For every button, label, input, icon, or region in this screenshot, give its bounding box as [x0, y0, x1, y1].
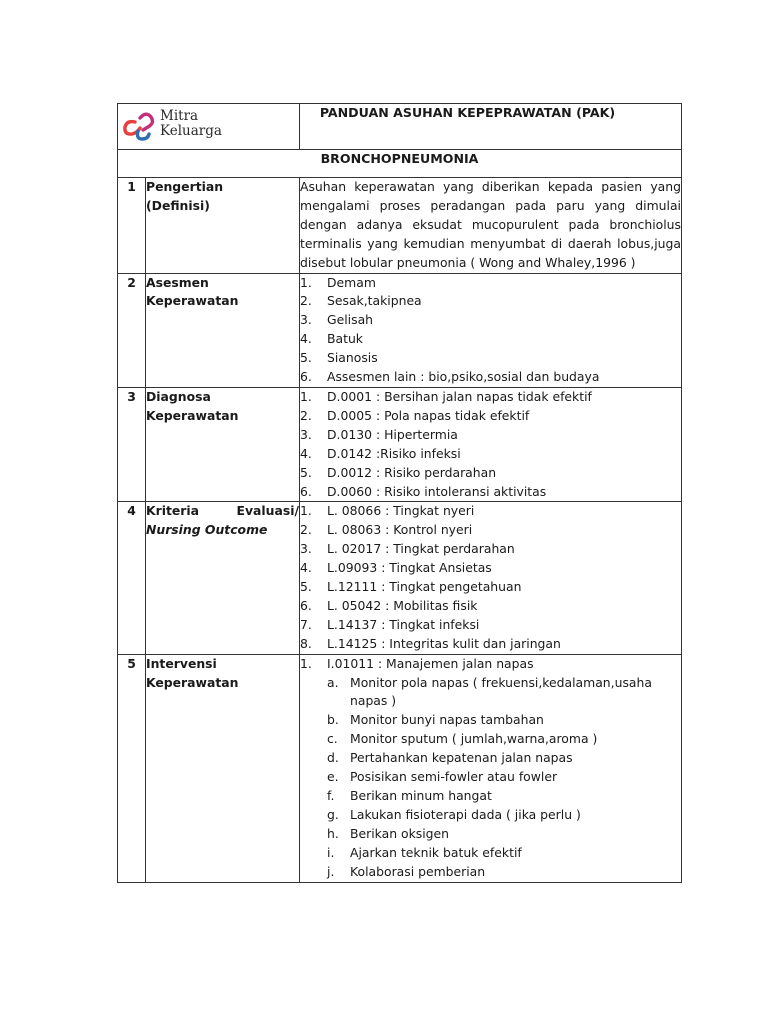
topic-row: [118, 150, 682, 178]
logo-line-1: Mitra: [160, 108, 199, 124]
section-content: [300, 502, 682, 654]
list-item: [300, 655, 681, 882]
section-label-line: (Definisi): [146, 197, 210, 213]
list-item-number: 1.: [300, 655, 312, 671]
list-item: [300, 388, 681, 407]
section-row-outcome: [118, 502, 682, 654]
section-label-line: Keperawatan: [146, 293, 239, 309]
list-item-text: L.14125 : Integritas kulit dan jaringan: [327, 635, 561, 651]
list-item-text: D.0005 : Pola napas tidak efektif: [327, 407, 530, 423]
sub-list-item: [327, 711, 681, 730]
section-content: [300, 273, 682, 387]
list-item: [300, 349, 681, 368]
list-item: [300, 274, 681, 293]
list-item-text: Assesmen lain : bio,psiko,sosial dan budaya: [327, 369, 600, 385]
list-item-number: 3.: [300, 541, 312, 557]
list-item-text: D.0142 :Risiko infeksi: [327, 445, 461, 461]
list-item-text: L. 05042 : Mobilitas fisik: [327, 597, 478, 613]
list-item: [300, 426, 681, 445]
list-item: [300, 311, 681, 330]
section-number: 5: [118, 654, 146, 882]
list-item: [300, 540, 681, 559]
list-item-number: 2.: [300, 293, 312, 309]
list-item-text: Posisikan semi-fowler atau fowler: [350, 769, 558, 785]
list-item-text: L. 08063 : Kontrol nyeri: [327, 522, 473, 538]
list-item-text: Sianosis: [327, 350, 378, 366]
list-item-number: j.: [327, 863, 335, 879]
list-item-text: L.12111 : Tingkat pengetahuan: [327, 579, 522, 595]
list-item-number: 8.: [300, 635, 312, 651]
section-label: [146, 502, 300, 654]
section-label-line: Keperawatan: [146, 407, 239, 423]
section-number: 2: [118, 273, 146, 387]
list-item-number: 4.: [300, 445, 312, 461]
list-item: [300, 483, 681, 502]
logo-cell: [118, 104, 300, 150]
sub-list-item: [327, 806, 681, 825]
list-item: [300, 502, 681, 521]
list-item-number: 4.: [300, 331, 312, 347]
section-row-diagnosis: [118, 387, 682, 501]
list-item-number: h.: [327, 825, 339, 841]
list-item-number: 2.: [300, 522, 312, 538]
list-item-text: Lakukan fisioterapi dada ( jika perlu ): [350, 806, 581, 822]
list-item: [300, 330, 681, 349]
section-label-line: [146, 502, 299, 521]
section-label-word: Kriteria: [146, 503, 200, 519]
list-item-number: e.: [327, 769, 339, 785]
list-item-number: 1.: [300, 503, 312, 519]
list-item-text: Kolaborasi pemberian: [350, 863, 486, 879]
list-item: [300, 597, 681, 616]
section-label-line: Nursing Outcome: [146, 522, 268, 538]
sub-list-item: [327, 844, 681, 863]
list-item-number: 3.: [300, 426, 312, 442]
list-item-text: D.0130 : Hipertermia: [327, 426, 458, 442]
list-item-number: f.: [327, 788, 335, 803]
topic-title: BRONCHOPNEUMONIA: [118, 150, 682, 178]
list-item-text: D.0001 : Bersihan jalan napas tidak efektif: [327, 388, 592, 404]
section-label-word: Evaluasi/: [236, 503, 299, 519]
list-item-text: Berikan minum hangat: [350, 788, 492, 803]
list-item-text: L.14137 : Tingkat infeksi: [327, 616, 480, 632]
list-item-text: L. 02017 : Tingkat perdarahan: [327, 541, 515, 557]
numbered-list: [300, 388, 681, 501]
list-item: [300, 578, 681, 597]
sub-list-item: [327, 787, 681, 806]
section-content: [300, 387, 682, 501]
mitra-keluarga-logo-icon: [122, 112, 158, 142]
numbered-list: [300, 274, 681, 387]
section-row-definition: [118, 178, 682, 274]
logo-wordmark: [160, 109, 222, 139]
list-item: [300, 559, 681, 578]
section-row-assessment: [118, 273, 682, 387]
sub-list-item: [327, 863, 681, 882]
list-item-number: a.: [327, 674, 339, 690]
list-item-text: D.0012 : Risiko perdarahan: [327, 464, 497, 480]
section-label-line: Keperawatan: [146, 674, 239, 690]
list-item-text: Berikan oksigen: [350, 825, 449, 841]
sub-list-item: [327, 730, 681, 749]
list-item-text: Monitor sputum ( jumlah,warna,aroma ): [350, 731, 598, 747]
section-label-line: Intervensi: [146, 655, 217, 671]
section-label-line: Diagnosa: [146, 388, 211, 404]
list-item-text: Ajarkan teknik batuk efektif: [350, 844, 522, 860]
list-item-text: Monitor bunyi napas tambahan: [350, 712, 544, 728]
list-item-text: Monitor pola napas ( frekuensi,kedalaman,usaha napas ): [350, 674, 652, 709]
list-item-number: 1.: [300, 388, 312, 404]
list-item: [300, 445, 681, 464]
mitra-keluarga-logo: [118, 104, 299, 149]
list-item: [300, 292, 681, 311]
list-item-text: I.01011 : Manajemen jalan napas: [327, 655, 534, 671]
list-item: [300, 407, 681, 426]
sub-list-item: [327, 768, 681, 787]
header-row: [118, 104, 682, 150]
list-item-number: 5.: [300, 464, 312, 480]
list-item-text: D.0060 : Risiko intoleransi aktivitas: [327, 483, 547, 499]
numbered-list: [300, 655, 681, 882]
list-item-number: 6.: [300, 597, 312, 613]
section-content: [300, 654, 682, 882]
section-label: [146, 654, 300, 882]
numbered-list: [300, 502, 681, 653]
list-item-number: d.: [327, 750, 339, 766]
definition-text: Asuhan keperawatan yang diberikan kepada pasien yang mengalami proses peradangan pada paru yang dimulai dengan adanya eksudat mucopurulent pada bronchiolus terminalis yang kemudian menyumbat di daerah lobus,juga disebut lobular pneumonia ( Wong and Whaley,1996 ): [300, 179, 681, 270]
section-number: 1: [118, 178, 146, 274]
section-label: [146, 178, 300, 274]
list-item-text: Demam: [327, 274, 376, 290]
list-item-number: 6.: [300, 483, 312, 499]
section-label-line: Asesmen: [146, 274, 209, 290]
list-item: [300, 464, 681, 483]
section-row-intervention: [118, 654, 682, 882]
document-title: PANDUAN ASUHAN KEPEPRAWATAN (PAK): [300, 104, 682, 150]
sub-list: [327, 674, 681, 882]
list-item-text: L. 08066 : Tingkat nyeri: [327, 503, 475, 519]
list-item-number: i.: [327, 844, 335, 860]
list-item-number: b.: [327, 712, 339, 728]
section-number: 3: [118, 387, 146, 501]
sub-list-item: [327, 749, 681, 768]
logo-line-2: Keluarga: [160, 123, 222, 139]
list-item-number: 4.: [300, 560, 312, 576]
list-item-text: Gelisah: [327, 312, 374, 328]
section-label-line: Pengertian: [146, 179, 224, 194]
list-item: [300, 635, 681, 654]
list-item-text: L.09093 : Tingkat Ansietas: [327, 560, 492, 576]
list-item-number: 3.: [300, 312, 312, 328]
list-item-text: Pertahankan kepatenan jalan napas: [350, 750, 573, 766]
sub-list-item: [327, 674, 681, 712]
list-item-number: 7.: [300, 616, 312, 632]
list-item: [300, 616, 681, 635]
list-item: [300, 521, 681, 540]
list-item-number: 1.: [300, 274, 312, 290]
list-item-number: 6.: [300, 369, 312, 385]
list-item-number: 5.: [300, 350, 312, 366]
pak-table: [117, 103, 682, 883]
list-item-text: Batuk: [327, 331, 363, 347]
sub-list-item: [327, 825, 681, 844]
list-item-number: g.: [327, 806, 339, 822]
list-item-number: 2.: [300, 407, 312, 423]
section-content: [300, 178, 682, 274]
list-item: [300, 368, 681, 387]
list-item-number: 5.: [300, 579, 312, 595]
section-label: [146, 273, 300, 387]
list-item-number: c.: [327, 731, 338, 747]
list-item-text: Sesak,takipnea: [327, 293, 422, 309]
section-number: 4: [118, 502, 146, 654]
section-label: [146, 387, 300, 501]
